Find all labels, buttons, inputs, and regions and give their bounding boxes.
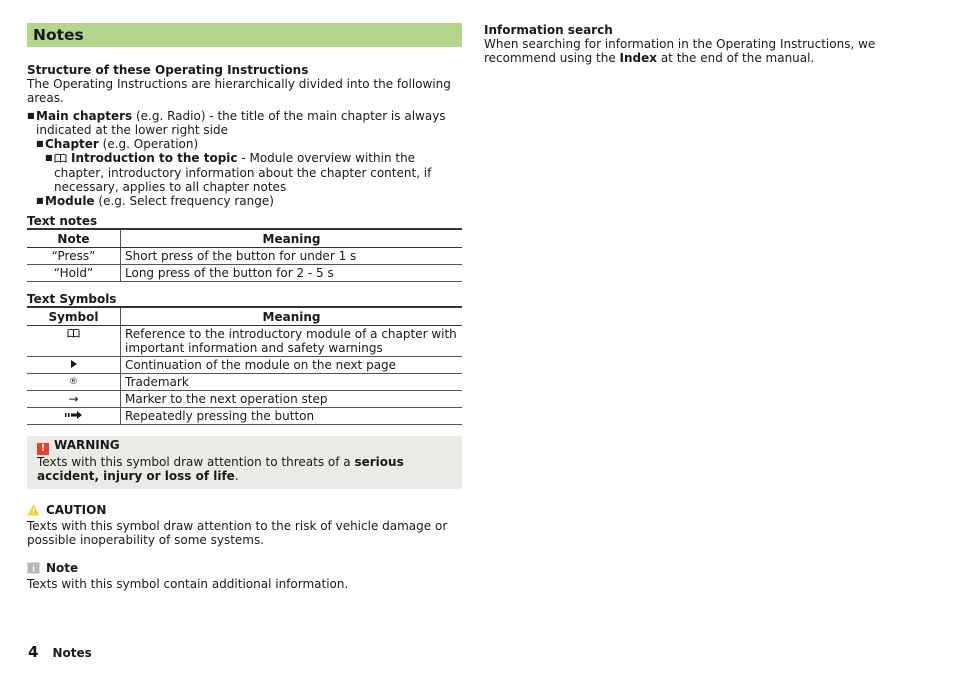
book-icon bbox=[54, 152, 67, 166]
page-title: Notes bbox=[27, 23, 462, 47]
warning-text bbox=[37, 455, 452, 483]
col-header-symbol: Symbol bbox=[27, 307, 121, 326]
caution-block bbox=[27, 503, 462, 547]
warning-heading bbox=[37, 438, 452, 455]
table-row bbox=[27, 265, 462, 282]
main-chapters-text: (e.g. Radio) - the title of the main chapter is always indicated at the lower right side bbox=[36, 109, 446, 137]
warning-box bbox=[27, 436, 462, 489]
intro-topic-label: Introduction to the topic bbox=[71, 151, 238, 165]
meaning-cell: Trademark bbox=[121, 374, 463, 391]
structure-list bbox=[27, 109, 462, 208]
symbol-cell: ® bbox=[27, 374, 121, 391]
book-icon bbox=[67, 327, 80, 341]
info-search-heading: Information search bbox=[484, 23, 613, 37]
caution-text: Texts with this symbol draw attention to the risk of vehicle damage or possible inoperability of some systems. bbox=[27, 519, 448, 547]
note-block bbox=[27, 561, 462, 591]
structure-subsublist bbox=[45, 151, 462, 194]
table-row bbox=[27, 408, 462, 425]
warning-label: WARNING bbox=[54, 438, 120, 452]
list-item-intro-topic bbox=[45, 151, 462, 194]
caution-label: CAUTION bbox=[46, 503, 107, 517]
main-chapters-label: Main chapters bbox=[36, 109, 133, 123]
page-footer bbox=[28, 643, 92, 661]
table-header-row bbox=[27, 229, 462, 248]
structure-sublist bbox=[36, 137, 462, 208]
table-row bbox=[27, 357, 462, 374]
meaning-cell: Long press of the button for 2 - 5 s bbox=[121, 265, 463, 282]
text-symbols-title: Text Symbols bbox=[27, 292, 117, 306]
list-item-module bbox=[36, 194, 462, 208]
meaning-cell: Continuation of the module on the next page bbox=[121, 357, 463, 374]
note-heading bbox=[27, 561, 462, 577]
right-column bbox=[484, 23, 929, 65]
text-symbols-table bbox=[27, 306, 462, 425]
meaning-cell: Reference to the introductory module of a chapter with important information and safety warnings bbox=[121, 326, 463, 357]
symbol-cell bbox=[27, 326, 121, 357]
meaning-cell: Marker to the next operation step bbox=[121, 391, 463, 408]
table-row bbox=[27, 326, 462, 357]
col-header-note: Note bbox=[27, 229, 121, 248]
warning-icon: ! bbox=[37, 443, 49, 455]
list-item-main-chapters bbox=[27, 109, 462, 208]
text-notes-table bbox=[27, 228, 462, 282]
chapter-label: Chapter bbox=[45, 137, 99, 151]
intro-topic-text: - Module overview within the chapter, introductory information about the chapter content, if necessary, applies to all chapter notes bbox=[54, 151, 432, 194]
symbol-cell: → bbox=[27, 391, 121, 408]
left-column bbox=[27, 23, 462, 591]
table-header-row bbox=[27, 307, 462, 326]
info-search-text-after: at the end of the manual. bbox=[657, 51, 815, 65]
caution-heading bbox=[27, 503, 462, 519]
table-row bbox=[27, 391, 462, 408]
note-cell: “Hold” bbox=[27, 265, 121, 282]
structure-heading: Structure of these Operating Instructions bbox=[27, 63, 309, 77]
repeat-press-icon bbox=[64, 409, 84, 423]
index-label: Index bbox=[619, 51, 658, 65]
warning-text-after: . bbox=[234, 469, 239, 483]
note-text: Texts with this symbol contain additional information. bbox=[27, 577, 349, 591]
table-row bbox=[27, 374, 462, 391]
warning-text-bold: serious accident, injury or loss of life bbox=[37, 455, 404, 483]
col-header-meaning: Meaning bbox=[121, 307, 463, 326]
list-item-chapter bbox=[36, 137, 462, 194]
text-notes-title: Text notes bbox=[27, 214, 98, 228]
note-icon bbox=[27, 562, 40, 577]
page-number: 4 bbox=[28, 643, 39, 661]
chapter-text: (e.g. Operation) bbox=[98, 137, 199, 151]
info-search-text-before: When searching for information in the Operating Instructions, we recommend using the bbox=[484, 37, 876, 65]
symbol-cell bbox=[27, 357, 121, 374]
meaning-cell: Repeatedly pressing the button bbox=[121, 408, 463, 425]
col-header-meaning: Meaning bbox=[121, 229, 463, 248]
caution-icon bbox=[27, 504, 40, 519]
triangle-right-icon bbox=[70, 358, 78, 372]
structure-intro: The Operating Instructions are hierarchically divided into the following areas. bbox=[27, 77, 451, 105]
table-row bbox=[27, 248, 462, 265]
info-search-text bbox=[484, 37, 929, 65]
module-label: Module bbox=[45, 194, 95, 208]
symbol-cell bbox=[27, 408, 121, 425]
footer-label: Notes bbox=[52, 646, 92, 660]
note-cell: “Press” bbox=[27, 248, 121, 265]
warning-text-before: Texts with this symbol draw attention to threats of a bbox=[37, 455, 355, 469]
meaning-cell: Short press of the button for under 1 s bbox=[121, 248, 463, 265]
note-label: Note bbox=[46, 561, 79, 575]
module-text: (e.g. Select frequency range) bbox=[94, 194, 274, 208]
